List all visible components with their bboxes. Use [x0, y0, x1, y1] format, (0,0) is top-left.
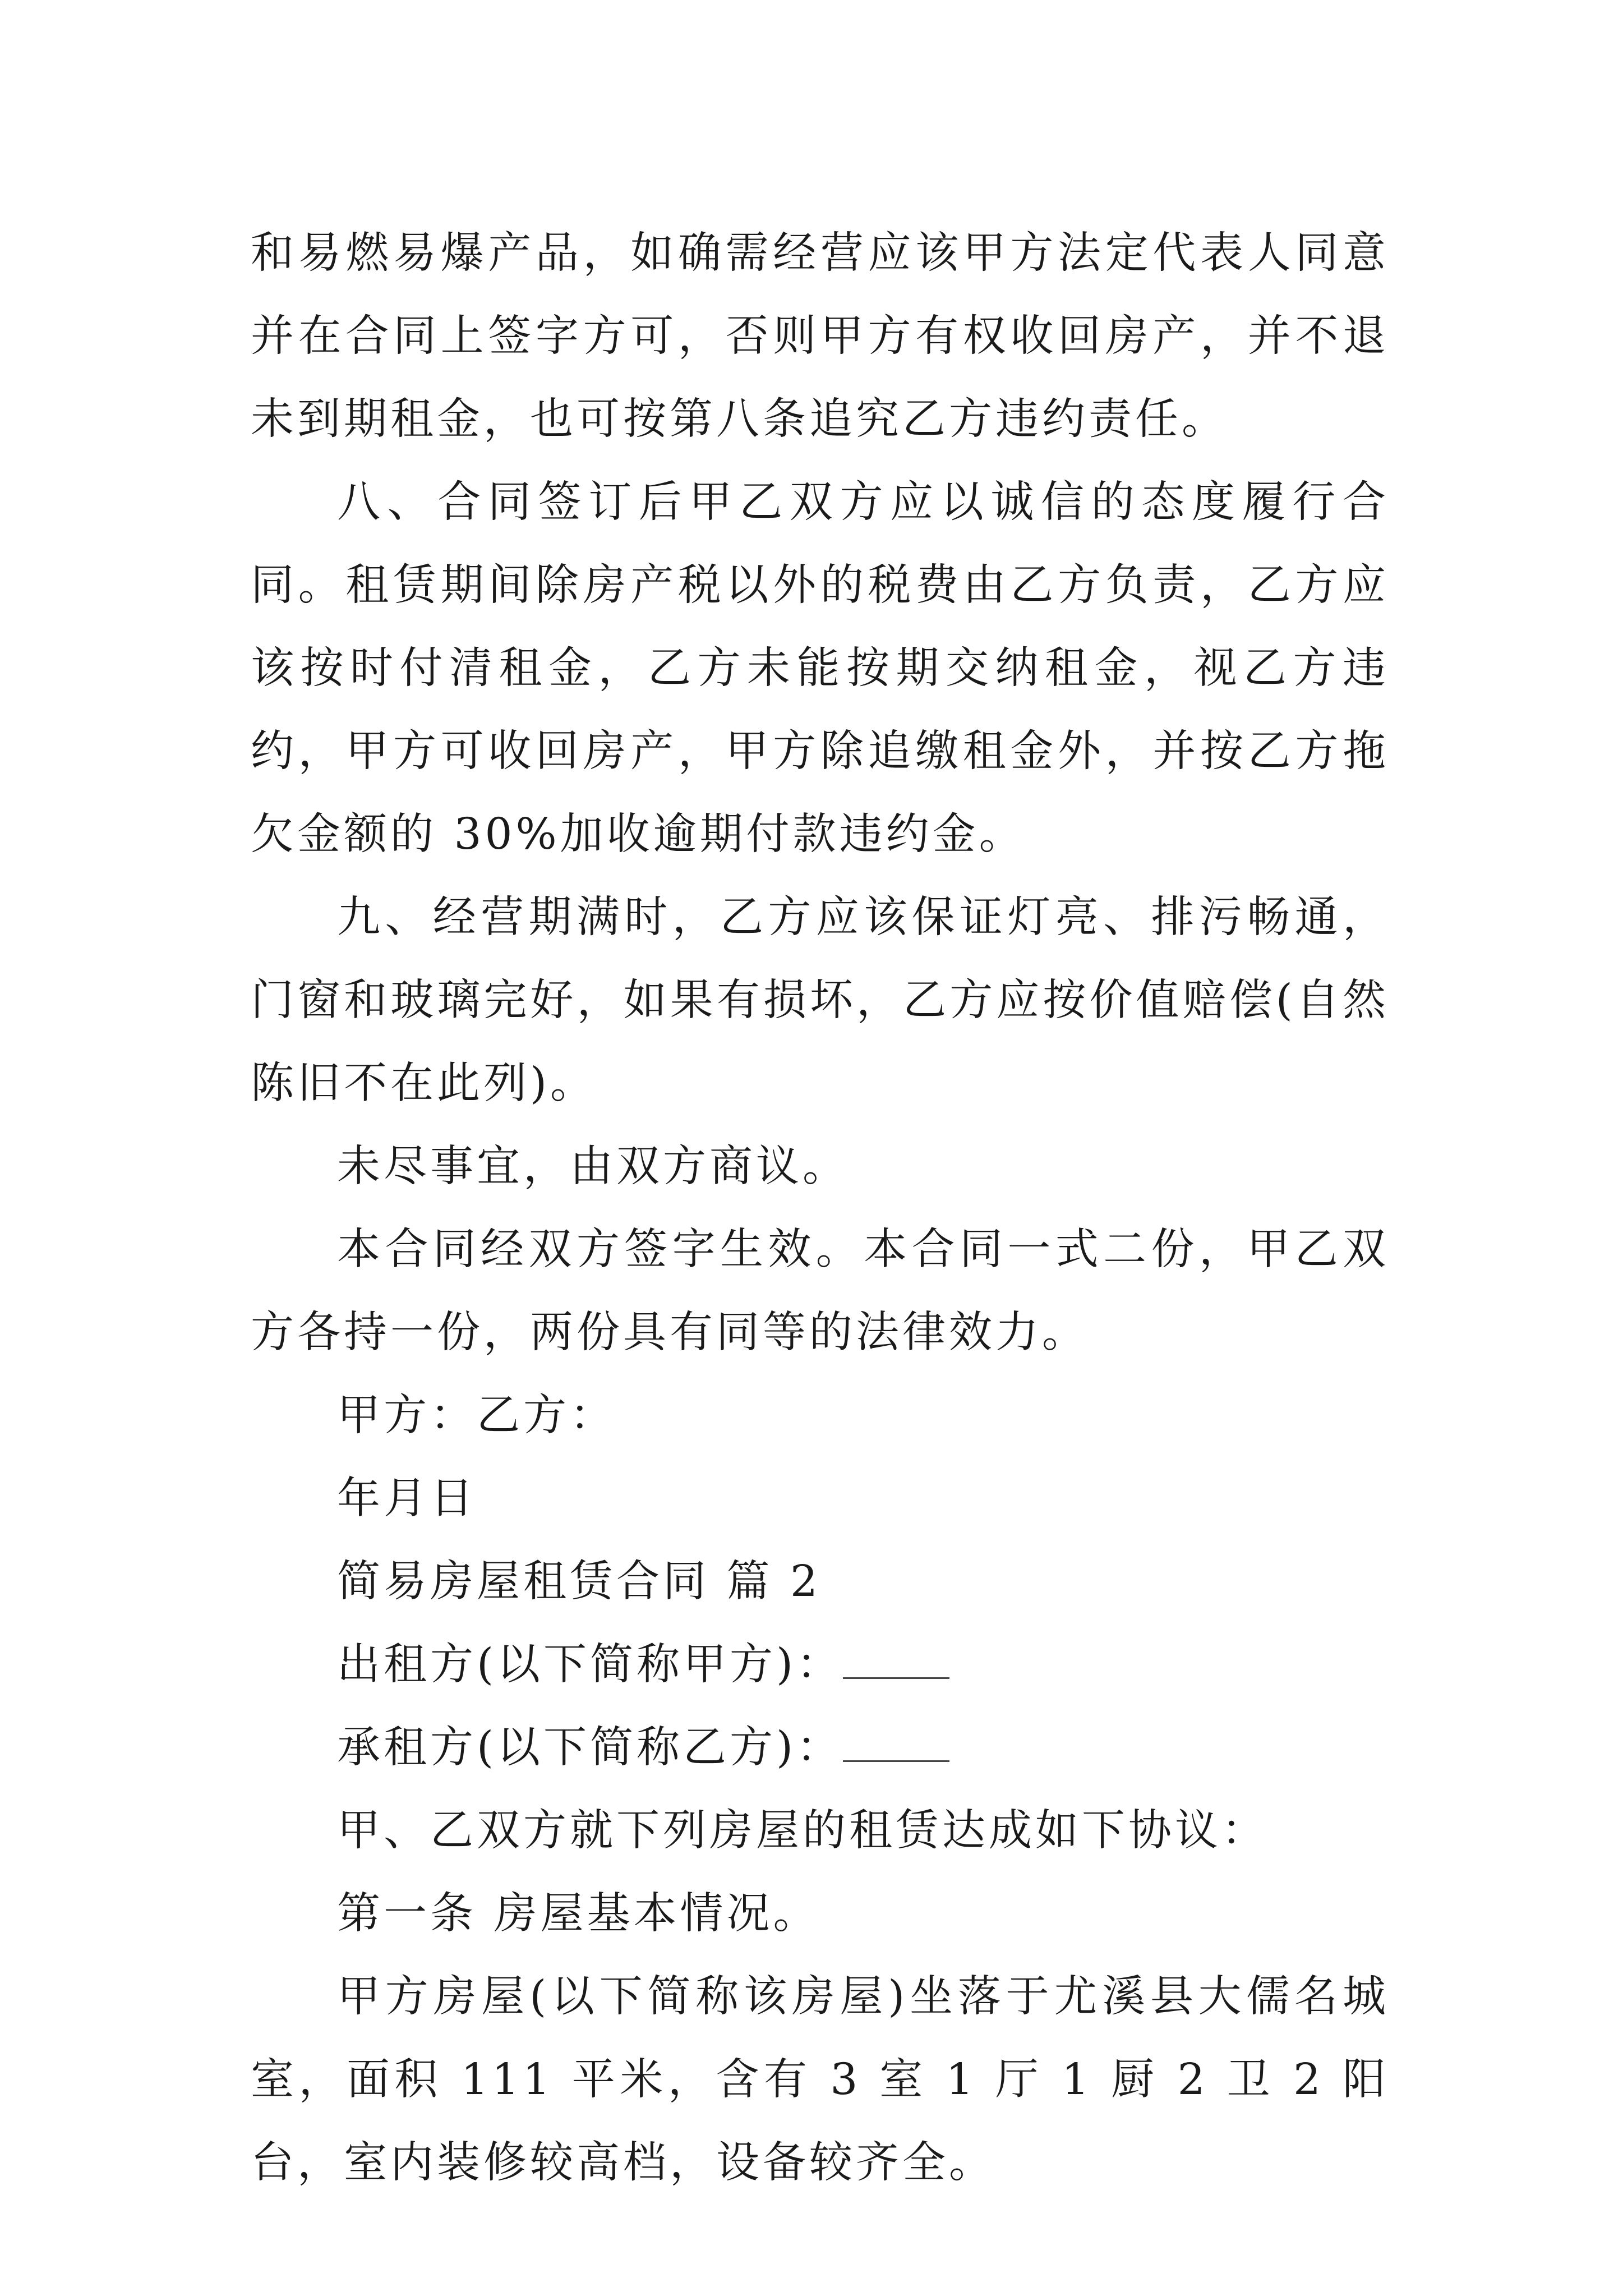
paragraph-unfinished-matters: 未尽事宜，由双方商议。: [337, 1142, 849, 1191]
lessor-label: 出租方(以下简称甲方)：: [337, 1640, 843, 1690]
paragraph-clause-8: 八、合同签订后甲乙双方应以诚信的态度履行合同。租赁期间除房产税以外的税费由乙方负责，乙方应该按时付清租金，乙方未能按期交纳租金，视乙方违约，甲方可收回房产，甲方除追缴租金外，并按乙方拖欠金额的 30%加收逾期付款违约金。: [251, 477, 1389, 859]
agreement-intro: 甲、乙双方就下列房屋的租赁达成如下协议：: [337, 1806, 1268, 1856]
signature-parties-line: 甲方：乙方：: [337, 1391, 616, 1441]
document-body: [251, 212, 1389, 2205]
paragraph-clause-9: 九、经营期满时，乙方应该保证灯亮、排污畅通，门窗和玻璃完好，如果有损坏，乙方应按价值赔偿(自然陈旧不在此列)。: [251, 892, 1389, 1108]
lessor-line: [251, 1623, 1389, 1706]
lessee-blank: [843, 1727, 949, 1762]
lessee-line: [251, 1706, 1389, 1789]
lessee-label: 承租方(以下简称乙方)：: [337, 1723, 843, 1773]
contract-2-title: 简易房屋租赁合同 篇 2: [337, 1557, 821, 1607]
article-1-heading: 第一条 房屋基本情况。: [337, 1889, 820, 1939]
lessor-blank: [843, 1644, 949, 1679]
article-1-body: 甲方房屋(以下简称该房屋)坐落于尤溪县大儒名城 室，面积 111 平米，含有 3 室 1 厅 1 厨 2 卫 2 阳台，室内装修较高档，设备较齐全。: [251, 1972, 1389, 2188]
signature-date-line: 年月日: [337, 1474, 477, 1524]
paragraph-continuation: 和易燃易爆产品，如确需经营应该甲方法定代表人同意并在合同上签字方可，否则甲方有权收回房产，并不退未到期租金，也可按第八条追究乙方违约责任。: [251, 228, 1389, 444]
paragraph-effectiveness: 本合同经双方签字生效。本合同一式二份，甲乙双方各持一份，两份具有同等的法律效力。: [251, 1225, 1389, 1358]
